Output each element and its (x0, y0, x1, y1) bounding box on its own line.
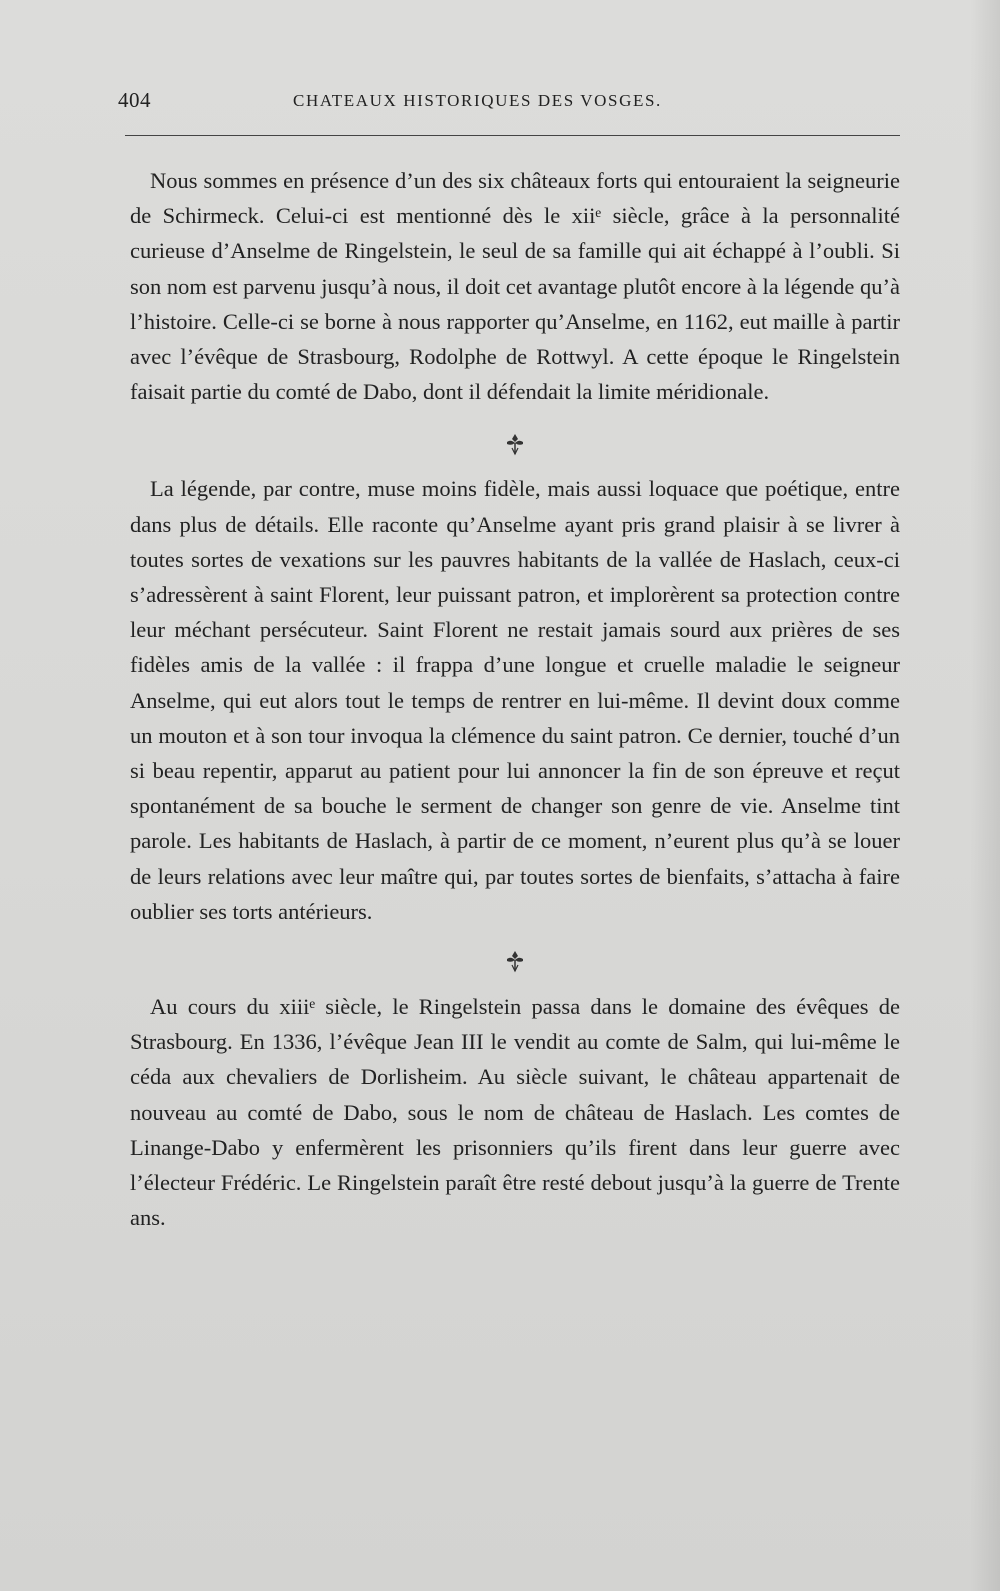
fleuron-icon (504, 950, 526, 972)
fleuron-icon (504, 432, 526, 454)
running-head (118, 88, 902, 118)
page-number: 404 (118, 88, 151, 112)
paragraph-2: La légende, par contre, muse moins fidèle, mais aussi loquace que poétique, entre dans plus de détails. Elle raconte qu’Anselme ayant pris grand plaisir à se livrer à toutes sortes de vexations sur les pauvres habitants de la vallée de Haslach, ceux-ci s’adressèrent à saint Florent, leur puissant patron, et implorèrent sa protection contre leur méchant persécuteur. Saint Florent ne restait jamais sourd aux prières de ses fidèles amis de la vallée : il frappa d’une longue et cruelle maladie le seigneur Anselme, qui eut alors tout le temps de rentrer en lui-même. Il devint doux comme un mouton et à son tour invoqua la clémence du saint patron. Ce dernier, touché d’un si beau repentir, apparut au patient pour lui annoncer la fin de son épreuve et reçut spontanément de sa bouche le serment de changer son genre de vie. Anselme tint parole. Les habitants de Haslach, à partir de ce moment, n’eurent plus qu’à se louer de leurs relations avec leur maître qui, par toutes sortes de bienfaits, s’attacha à faire oublier ses torts antérieurs. (130, 476, 900, 924)
running-title: CHATEAUX HISTORIQUES DES VOSGES. (293, 91, 662, 110)
section-ornament-1 (130, 429, 900, 457)
paragraph-1: Nous sommes en présence d’un des six châteaux forts qui entouraient la seigneurie de Schirmeck. Celui-ci est mentionné dès le xiiᵉ siècle, grâce à la personnalité curieuse d’Anselme de Ringelstein, le seul de sa famille qui ait échappé à l’oubli. Si son nom est parvenu jusqu’à nous, il doit cet avantage plutôt encore à la légende qu’à l’histoire. Celle-ci se borne à nous rapporter qu’Anselme, en 1162, eut maille à partir avec l’évêque de Strasbourg, Rodolphe de Rottwyl. A cette époque le Ringelstein faisait partie du comté de Dabo, dont il défendait la limite méridionale. (130, 168, 900, 405)
paragraph-3: Au cours du xiiiᵉ siècle, le Ringelstein passa dans le domaine des évêques de Strasbourg. En 1336, l’évêque Jean III le vendit au comte de Salm, qui lui-même le céda aux chevaliers de Dorlisheim. Au siècle suivant, le château appartenait de nouveau au comté de Dabo, sous le nom de château de Haslach. Les comtes de Linange-Dabo y enfermèrent les prisonniers qu’ils firent dans leur guerre avec l’électeur Frédéric. Le Ringelstein paraît être resté debout jusqu’à la guerre de Trente ans. (130, 994, 900, 1231)
body-text (130, 163, 900, 1235)
section-ornament-2 (130, 947, 900, 975)
header-rule (125, 135, 900, 136)
